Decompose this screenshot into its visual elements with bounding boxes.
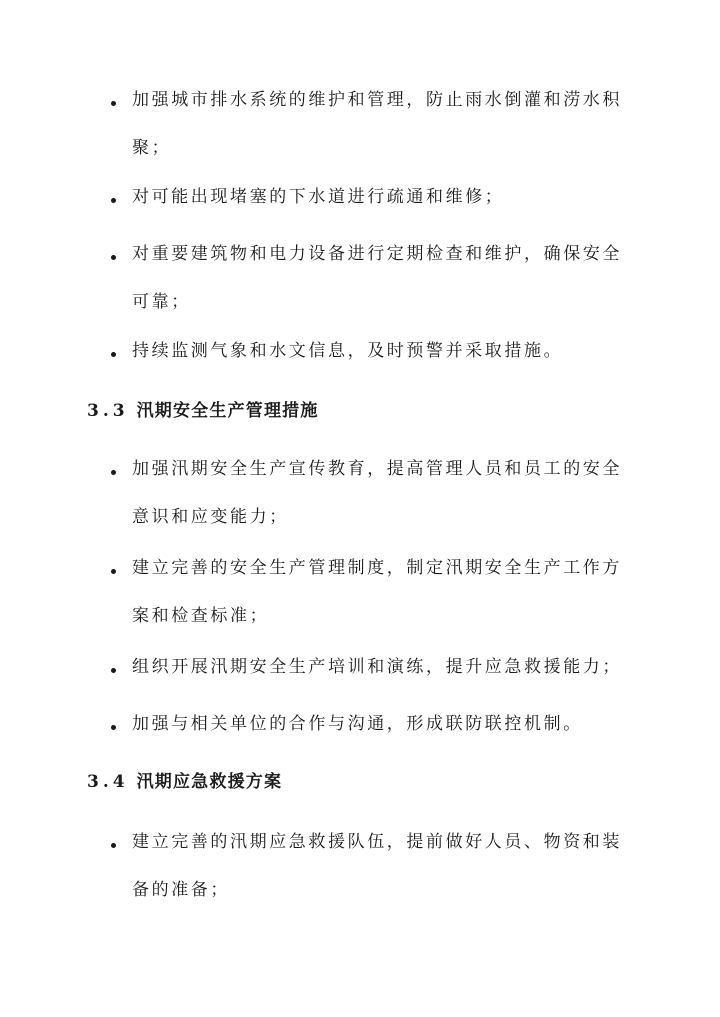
list-item-text: 加强城市排水系统的维护和管理，防止雨水倒灌和涝水积聚； — [132, 90, 622, 158]
list-item-text: 对可能出现堵塞的下水道进行疏通和维修； — [132, 187, 505, 207]
bullet-icon — [111, 668, 116, 673]
bullet-icon — [111, 569, 116, 574]
bullet-icon — [111, 725, 116, 730]
section-number: 3.4 — [87, 772, 129, 792]
list-item-text: 加强汛期安全生产宣传教育，提高管理人员和员工的安全意识和应变能力； — [132, 459, 622, 527]
bullet-icon — [111, 255, 116, 260]
section-title: 汛期安全生产管理措施 — [136, 401, 319, 421]
section-heading-3-4 — [87, 770, 282, 794]
bullet-icon — [111, 352, 116, 357]
bullet-icon — [111, 843, 116, 848]
bullet-icon — [111, 101, 116, 106]
list-item-text: 加强与相关单位的合作与沟通，形成联防联控机制。 — [132, 714, 583, 734]
bullet-icon — [111, 470, 116, 475]
list-item-text: 组织开展汛期安全生产培训和演练，提升应急救援能力； — [132, 657, 622, 677]
section-number: 3.3 — [87, 401, 129, 421]
bullet-icon — [111, 198, 116, 203]
list-item-text: 持续监测气象和水文信息，及时预警并采取措施。 — [132, 341, 564, 361]
list-item-text: 建立完善的安全生产管理制度，制定汛期安全生产工作方案和检查标准； — [132, 558, 622, 626]
list-item-text: 对重要建筑物和电力设备进行定期检查和维护，确保安全可靠； — [132, 244, 622, 312]
section-heading-3-3 — [87, 399, 319, 423]
list-item-text: 建立完善的汛期应急救援队伍，提前做好人员、物资和装备的准备； — [132, 832, 622, 900]
section-title: 汛期应急救援方案 — [136, 772, 283, 792]
